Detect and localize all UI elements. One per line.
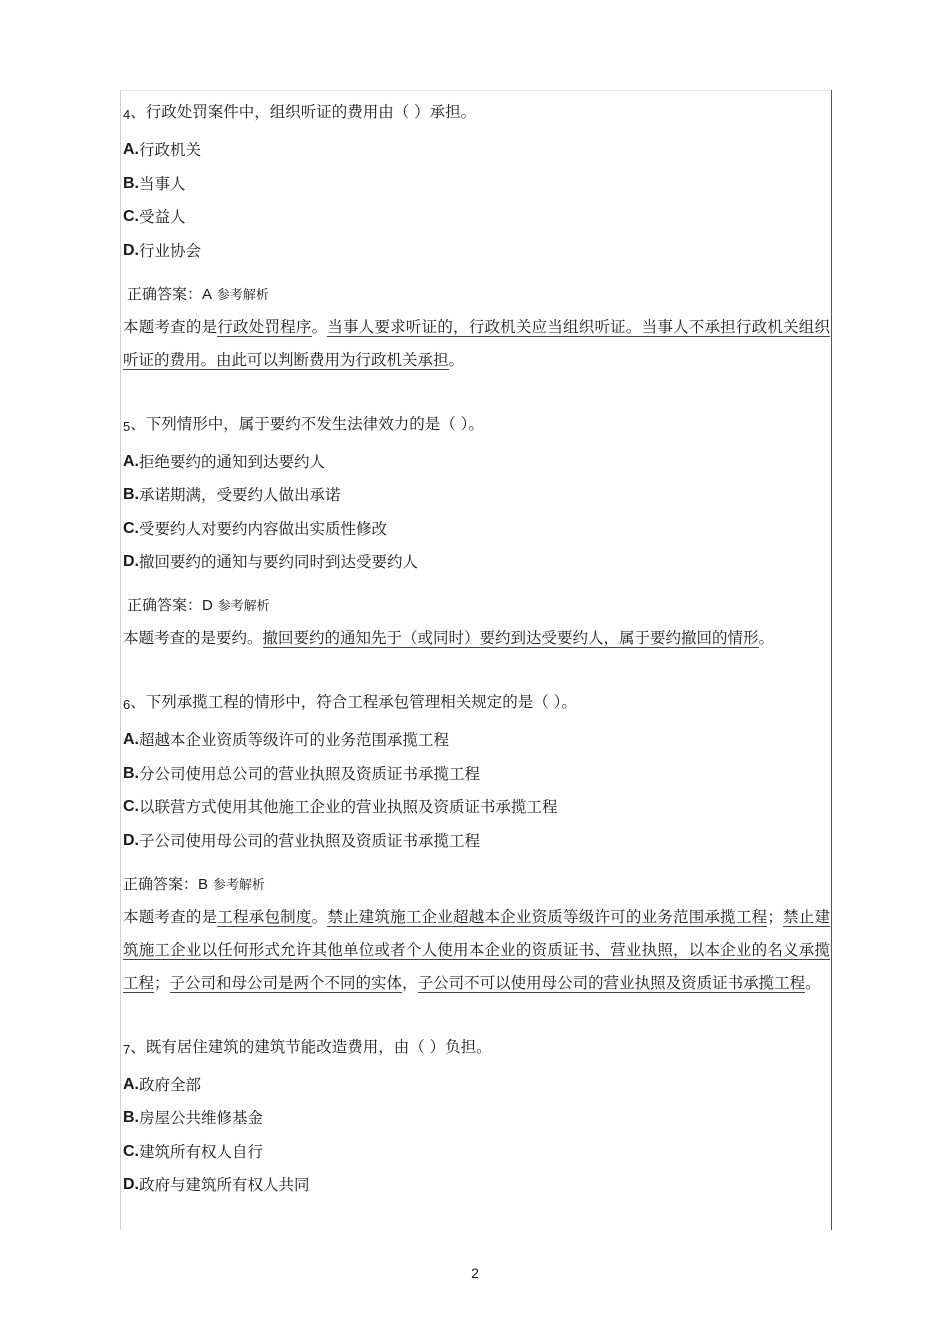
explanation: 本题考查的是要约。撤回要约的通知先于（或同时）要约到达受要约人，属于要约撤回的情形。 bbox=[123, 629, 775, 647]
question-text: 、既有居住建筑的建筑节能改造费用，由（ ）负担。 bbox=[130, 1037, 492, 1056]
question-stem bbox=[123, 691, 830, 716]
option-c: C.建筑所有权人自行 bbox=[123, 1142, 264, 1161]
answer-line: 正确答案：A 参考解析 bbox=[127, 284, 269, 303]
option-d: D.政府与建筑所有权人共同 bbox=[123, 1176, 310, 1194]
answer-line: 正确答案：D 参考解析 bbox=[127, 596, 270, 614]
question-block bbox=[123, 413, 830, 656]
option-b: B.当事人 bbox=[123, 174, 186, 193]
question-stem bbox=[123, 413, 830, 438]
option-b: B.房屋公共维修基金 bbox=[123, 1109, 264, 1127]
question-number: 7 bbox=[123, 1041, 131, 1057]
question-text: 、下列情形中，属于要约不发生法律效力的是（ ）。 bbox=[130, 414, 484, 433]
reference-analysis-link[interactable]: 参考解析 bbox=[217, 599, 270, 614]
answer-value: B bbox=[198, 875, 209, 893]
explanation: 本题考查的是工程承包制度。禁止建筑施工企业超越本企业资质等级许可的业务范围承揽工程；禁止建筑施工企业以任何形式允许其他单位或者个人使用本企业的资质证书、营业执照，以本企业的名义承揽工程；子公司和母公司是两个不同的实体，子公司不可以使用母公司的营业执照及资质证书承揽工程。 bbox=[123, 907, 830, 992]
option-c: C.以联营方式使用其他施工企业的营业执照及资质证书承揽工程 bbox=[123, 798, 558, 816]
question-text: 、下列承揽工程的情形中，符合工程承包管理相关规定的是（ ）。 bbox=[130, 693, 577, 711]
question-text: 、行政处罚案件中，组织听证的费用由（ ）承担。 bbox=[130, 103, 477, 121]
answer-value: A bbox=[202, 285, 213, 303]
option-a: A.超越本企业资质等级许可的业务范围承揽工程 bbox=[123, 731, 450, 749]
question-list bbox=[123, 101, 830, 1208]
question-number: 4 bbox=[123, 107, 131, 122]
question-number: 6 bbox=[123, 697, 131, 712]
answer-value: D bbox=[202, 597, 213, 614]
reference-analysis-link[interactable]: 参考解析 bbox=[216, 287, 269, 303]
explanation: 本题考查的是行政处罚程序。当事人要求听证的，行政机关应当组织听证。当事人不承担行政机关组织听证的费用。由此可以判断费用为行政机关承担。 bbox=[123, 317, 830, 369]
question-block bbox=[123, 101, 830, 377]
option-d: D.撤回要约的通知与要约同时到达受要约人 bbox=[123, 553, 419, 571]
option-a: A.政府全部 bbox=[123, 1075, 202, 1094]
answer-line: 正确答案：B 参考解析 bbox=[123, 874, 265, 893]
question-block bbox=[123, 691, 830, 1000]
reference-analysis-link[interactable]: 参考解析 bbox=[212, 877, 265, 893]
option-d: D.子公司使用母公司的营业执照及资质证书承揽工程 bbox=[123, 831, 481, 850]
option-b: B.承诺期满，受要约人做出承诺 bbox=[123, 486, 341, 504]
option-a: A.拒绝要约的通知到达要约人 bbox=[123, 452, 326, 471]
option-b: B.分公司使用总公司的营业执照及资质证书承揽工程 bbox=[123, 764, 481, 783]
option-c: C.受益人 bbox=[123, 208, 186, 226]
option-c: C.受要约人对要约内容做出实质性修改 bbox=[123, 519, 388, 538]
page-number: 2 bbox=[471, 1265, 479, 1281]
question-stem bbox=[123, 101, 830, 126]
question-stem bbox=[123, 1036, 830, 1061]
option-a: A.行政机关 bbox=[123, 141, 202, 159]
option-d: D.行业协会 bbox=[123, 241, 202, 260]
question-number: 5 bbox=[123, 418, 131, 434]
question-block bbox=[123, 1036, 830, 1197]
